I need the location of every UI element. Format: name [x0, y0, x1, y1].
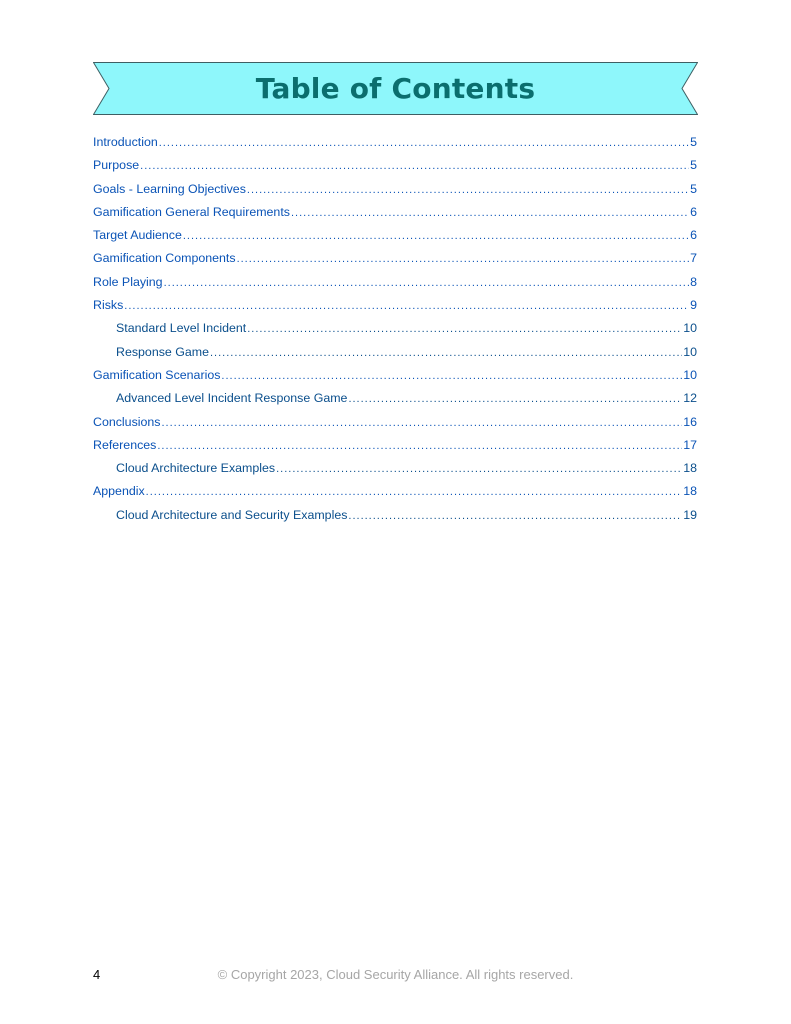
toc-entry-label: References	[93, 437, 157, 452]
toc-leader-dots	[164, 272, 690, 295]
toc-leader-dots	[247, 318, 682, 341]
toc-leader-dots	[159, 132, 689, 155]
toc-entry-page: 5	[690, 135, 697, 149]
page-title: Table of Contents	[255, 72, 536, 105]
toc-entry-label: Appendix	[93, 484, 145, 499]
toc-entry-label: Standard Level Incident	[116, 321, 247, 336]
toc-entry-label: Goals - Learning Objectives	[93, 181, 246, 196]
toc-entry-page: 16	[683, 414, 697, 429]
toc-entry[interactable]	[93, 271, 697, 294]
toc-leader-dots	[276, 458, 682, 481]
toc-entry-label: Introduction	[93, 135, 158, 149]
toc-entry[interactable]	[93, 364, 697, 387]
toc-leader-dots	[221, 365, 682, 388]
toc-entry[interactable]	[93, 294, 697, 317]
toc-entry[interactable]	[93, 480, 697, 503]
toc-leader-dots	[247, 179, 689, 202]
toc-entry[interactable]	[93, 387, 697, 410]
toc-entry[interactable]	[93, 247, 697, 270]
toc-leader-dots	[183, 225, 689, 248]
toc-leader-dots	[140, 155, 689, 178]
page-number: 4	[93, 967, 101, 982]
toc-leader-dots	[157, 435, 682, 458]
toc-entry-page: 9	[690, 298, 697, 313]
toc-entry-page: 6	[690, 228, 697, 243]
toc-entry[interactable]	[93, 201, 697, 224]
copyright-notice: © Copyright 2023, Cloud Security Alliance. All rights reserved.	[217, 967, 574, 982]
title-banner	[93, 62, 698, 115]
toc-entry[interactable]	[93, 504, 697, 527]
toc-entry-label: Gamification Scenarios	[93, 367, 221, 382]
toc-entry-label: Risks	[93, 298, 124, 313]
toc-entry-page: 10	[683, 367, 697, 382]
toc-entry-page: 5	[690, 158, 697, 173]
toc-entry[interactable]	[93, 224, 697, 247]
toc-entry-label: Conclusions	[93, 414, 161, 429]
toc-leader-dots	[291, 202, 689, 225]
toc-entry[interactable]	[93, 131, 697, 154]
toc-entry[interactable]	[93, 178, 697, 201]
toc-entry-label: Target Audience	[93, 228, 182, 243]
toc-leader-dots	[124, 295, 689, 318]
table-of-contents	[93, 131, 697, 527]
toc-leader-dots	[162, 412, 683, 435]
toc-entry[interactable]	[93, 434, 697, 457]
toc-entry-label: Gamification Components	[93, 251, 236, 266]
toc-entry-page: 17	[683, 437, 697, 452]
toc-entry-label: Role Playing	[93, 274, 163, 289]
toc-entry-page: 19	[683, 507, 697, 522]
toc-entry-page: 12	[683, 391, 697, 406]
toc-entry-label: Response Game	[116, 344, 209, 359]
toc-leader-dots	[348, 388, 682, 411]
toc-entry[interactable]	[93, 154, 697, 177]
toc-entry-page: 7	[690, 251, 697, 266]
toc-entry[interactable]	[93, 317, 697, 340]
toc-entry-label: Purpose	[93, 158, 140, 173]
toc-entry-page: 5	[690, 181, 697, 196]
toc-leader-dots	[237, 248, 690, 271]
toc-entry-page: 18	[683, 484, 697, 499]
toc-entry-page: 10	[683, 321, 697, 336]
toc-entry[interactable]	[93, 411, 697, 434]
toc-entry-label: Gamification General Requirements	[93, 204, 290, 219]
toc-entry-page: 6	[690, 204, 697, 219]
toc-leader-dots	[210, 342, 682, 365]
toc-entry-label: Advanced Level Incident Response Game	[116, 391, 348, 406]
toc-leader-dots	[348, 505, 682, 528]
toc-entry-label: Cloud Architecture and Security Examples	[116, 507, 348, 522]
toc-entry-page: 18	[683, 461, 697, 476]
toc-entry-page: 10	[683, 344, 697, 359]
toc-entry-page: 8	[690, 274, 697, 289]
toc-leader-dots	[146, 481, 683, 504]
toc-entry[interactable]	[93, 457, 697, 480]
toc-entry[interactable]	[93, 341, 697, 364]
toc-entry-label: Cloud Architecture Examples	[116, 461, 276, 476]
